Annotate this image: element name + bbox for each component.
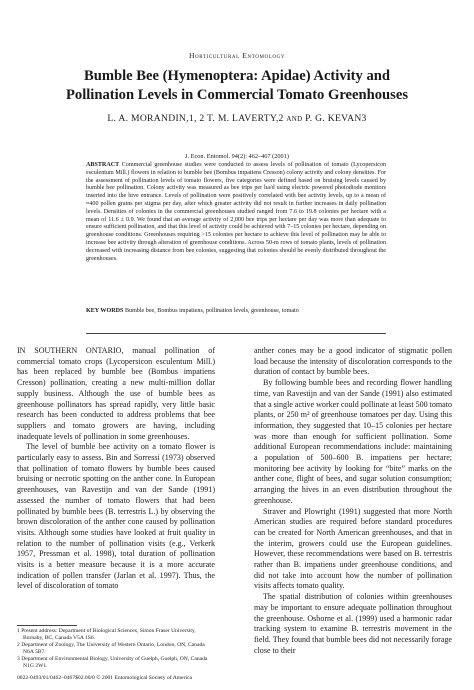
paragraph: anther cones may be a good indicator of stigmatic pollen load because the intensity of discoloration corresponds to the duration of contact by bumble bees. (254, 346, 452, 377)
keywords-text: Bumble bee, Bombus impatiens, pollination levels, greenhouse, tomato (124, 308, 299, 314)
footnotes (17, 628, 215, 670)
body-column-right (254, 346, 452, 656)
keywords-block (86, 308, 386, 316)
body-column-left (17, 346, 215, 592)
footnote: 3 Department of Environmental Biology, University of Guelph, Guelph, ON, Canada N1G 2W1. (17, 656, 208, 669)
journal-citation: J. Econ. Entomol. 94(2): 462–467 (2001) (185, 153, 289, 160)
keywords-label: KEY WORDS (86, 308, 124, 314)
paragraph: The level of bumble bee activity on a tomato flower is particularly easy to assess. Bin and Sorressi (1973) observed that pollination of tomato flowers by bumble bees caused bruising or necrotic spotting on the anther cone. In European greenhouses, van Ravestijn and van der Sande (1991) assessed the number of tomato flowers that had been pollinated by bumble bees (B. terrestris L.) by observing the brown discoloration of the anther cone caused by pollination visits. Although some studies have looked at fruit quality in relation to the number of pollination visits (e.g., Verkerk 1957, Pressman et al. 1998), total duration of pollination visits is a better measure because it is a more accurate indication of pollen transfer (Jarlan et al. 1997). Thus, the level of discoloration of tomato (17, 442, 215, 591)
paragraph: Straver and Plowright (1991) suggested that more North American studies are required before standard procedures can be created for North American greenhouses, and that in the interim, growers could use the European guidelines. However, these recommendations were based on B. terrestris rather than B. impatiens under greenhouse conditions, and did not take into account how the number of pollination visits affects tomato quality. (254, 506, 452, 591)
paragraph: The spatial distribution of colonies within greenhouses may be important to ensure adequate pollination throughout the greenhouse. Osborne et al. (1999) used a harmonic radar tracking system to examine B. terrestris movement in the field. They found that bumble bees did not necessarily forage close to their (254, 592, 452, 655)
footnote: 1 Present address: Department of Biological Sciences, Simon Fraser University, Burnaby, BC, Canada V5A 1S6. (17, 628, 196, 641)
footnote: 2 Department of Zoology, The University of Western Ontario, London, ON, Canada N6A 5B7. (17, 642, 205, 655)
footnote-divider (17, 625, 77, 626)
abstract-divider (86, 333, 386, 334)
paragraph: By following bumble bees and recording flower handling time, van Ravestijn and van der Sande (1991) also estimated that a single active worker could pollinate at least 500 tomato plants, or 250 m² of greenhouse tomatoes per day. Using this information, they suggested that 10–15 colonies per hectare was more than enough for sufficient pollination. Some additional European recommendations include: maintaining a population of 500–600 B. impatiens per hectare; monitoring bee activity by looking for “bite” marks on the anther cone, flight of bees, and sugar solution consumption; arranging the hives in an even distribution throughout the greenhouse. (254, 378, 452, 505)
abstract-label: ABSTRACT (86, 162, 120, 168)
section-heading: Horticultural Entomology (188, 51, 286, 60)
abstract-block (86, 162, 386, 263)
author-line: L. A. MORANDIN,1, 2 T. M. LAVERTY,2 and P. G. KEVAN3 (107, 113, 367, 124)
article-title: Bumble Bee (Hymenoptera: Apidae) Activity and Pollination Levels in Commercial Tomato Greenhouses (65, 68, 408, 103)
issn-copyright-line: 0022-0493/01/0462–0467$02.00/0 © 2001 Entomological Society of America (17, 675, 192, 681)
abstract-text: Commercial greenhouse studies were conducted to assess levels of pollination of tomato (Lycopersicon esculentum Mill.) flowers in relation to bumble bee (Bombus impatiens Cresson) colony activity and colony densities. For the assessment of pollination levels of tomato flowers, five categories were defined based on bruising levels caused by bumble bee pollination. Colony activity was measured as bee trips per ha/d using electric powered photodiode monitors inserted into the hive entrance. Levels of pollination were positively correlated with bee activity levels, up to a mean of ≈400 pollen grains per stigma per day, after which greater activity did not result in further increases in daily pollination levels. Densities of colonies in the commercial greenhouses studied ranged from 7.6 to 19.8 colonies per hectare with a mean of 11.6 ± 0.9. We found that an average activity of 2,000 bee trips per hectare per day was more than adequate to ensure sufficient pollination, and that this level of activity could be achieved with 7–15 colonies per hectare, depending on greenhouse conditions. Greenhouses requiring >15 colonies per hectare to achieve this level of pollination may be able to increase bee activity through alteration of greenhouse conditions. Across 50-m rows of tomato plants, levels of pollination decreased with increasing distance from bee colonies, suggesting that colonies should be evenly distributed throughout the greenhouses. (86, 162, 386, 262)
paragraph: IN SOUTHERN ONTARIO, manual pollination of commercial tomato crops (Lycopersicon esculentum Mill.) has been replaced by bumble bee (Bombus impatiens Cresson) pollination, creating a new multi-million dollar supply business. Although the use of bumble bees as greenhouse pollinators has spread rapidly, very little basic research has been conducted to address problems that bee suppliers and tomato growers are having, including inadequate levels of pollination in some greenhouses. (17, 346, 215, 441)
